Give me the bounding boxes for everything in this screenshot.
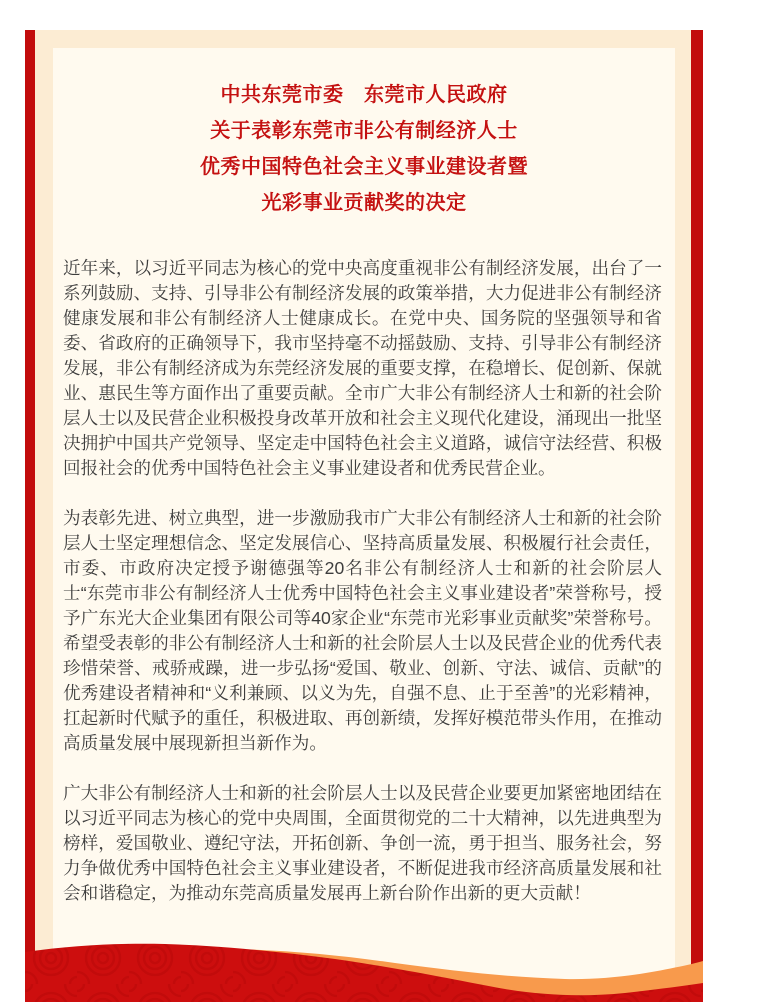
title-line: 光彩事业贡献奖的决定 xyxy=(261,192,467,214)
right-red-border xyxy=(691,30,703,1002)
body-paragraph: 近年来，以习近平同志为核心的党中央高度重视非公有制经济发展，出台了一系列鼓励、支持、引导非公有制经济发展的政策举措，大力促进非公有制经济健康发展和非公有制经济人士健康成长。在党中央、国务院的坚强领导和省委、省政府的正确领导下，我市坚持毫不动摇鼓励、支持、引导非公有制经济发展，非公有制经济成为东莞经济发展的重要支撑，在稳增长、促创新、保就业、惠民生等方面作出了重要贡献。全市广大非公有制经济人士和新的社会阶层人士以及民营企业积极投身改革开放和社会主义现代化建设，涌现出一批坚决拥护中国共产党领导、坚定走中国特色社会主义道路，诚信守法经营、积极回报社会的优秀中国特色社会主义事业建设者和优秀民营企业。 xyxy=(63,258,662,478)
bottom-wave-decoration xyxy=(25,932,703,1002)
document-card xyxy=(25,30,703,1002)
body-paragraph: 广大非公有制经济人士和新的社会阶层人士以及民营企业要更加紧密地团结在以习近平同志为核心的党中央周围，全面贯彻党的二十大精神，以先进典型为榜样，爱国敬业、遵纪守法，开拓创新、争创一流，勇于担当、服务社会，努力争做优秀中国特色社会主义事业建设者，不断促进我市经济高质量发展和社会和谐稳定，为推动东莞高质量发展再上新台阶作出新的更大贡献！ xyxy=(63,783,662,903)
document-inner-page xyxy=(53,48,675,1002)
title-line: 优秀中国特色社会主义事业建设者暨 xyxy=(200,156,528,178)
title-line: 关于表彰东莞市非公有制经济人士 xyxy=(210,120,518,142)
document-title xyxy=(53,48,675,221)
left-red-border xyxy=(25,30,35,1002)
title-line: 中共东莞市委 东莞市人民政府 xyxy=(220,84,508,106)
document-body xyxy=(53,256,675,906)
body-paragraph: 为表彰先进、树立典型，进一步激励我市广大非公有制经济人士和新的社会阶层人士坚定理想信念、坚定发展信心、坚持高质量发展、积极履行社会责任，市委、市政府决定授予谢德强等20名非公有制经济人士和新的社会阶层人士“东莞市非公有制经济人士优秀中国特色社会主义事业建设者”荣誉称号，授予广东光大企业集团有限公司等40家企业“东莞市光彩事业贡献奖”荣誉称号。希望受表彰的非公有制经济人士和新的社会阶层人士以及民营企业的优秀代表珍惜荣誉、戒骄戒躁，进一步弘扬“爱国、敬业、创新、守法、诚信、贡献”的优秀建设者精神和“义利兼顾、以义为先，自强不息、止于至善”的光彩精神，扛起新时代赋予的重任，积极进取、再创新绩，发挥好模范带头作用，在推动高质量发展中展现新担当新作为。 xyxy=(63,508,662,753)
